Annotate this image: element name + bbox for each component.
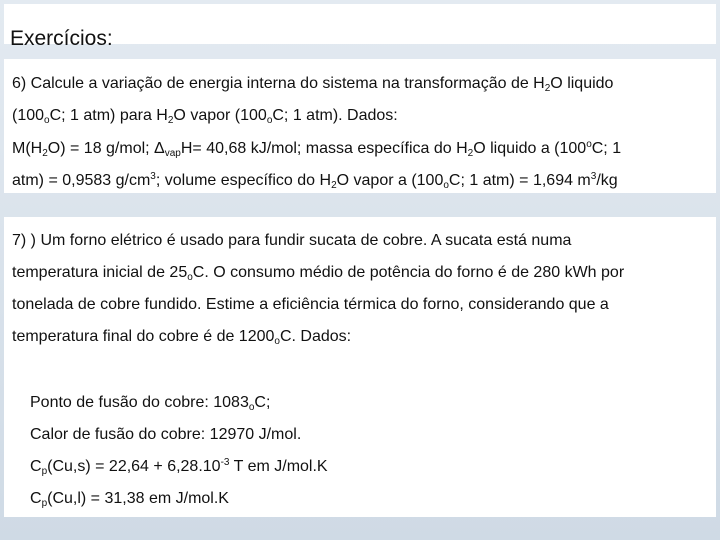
text: temperatura final do cobre é de 1200 — [12, 328, 275, 345]
degree-mark: o — [248, 402, 255, 413]
text: O vapor a (100 — [336, 172, 444, 189]
text: C; 1 atm). Dados: — [272, 107, 398, 124]
exercise-6-panel — [4, 59, 716, 193]
subscript: 2 — [167, 115, 174, 126]
page-title: Exercícios: — [10, 27, 113, 51]
text: M(H — [12, 140, 43, 157]
superscript: 3 — [590, 171, 597, 182]
text: C; 1 atm) = 1,694 m — [448, 172, 591, 189]
text: C; 1 — [591, 140, 622, 157]
text: C; 1 atm) para H — [49, 107, 168, 124]
exercise-7-line-4 — [12, 327, 351, 347]
subscript: 2 — [544, 83, 551, 94]
degree-mark: o — [266, 115, 273, 126]
text: Ponto de fusão do cobre: 1083 — [30, 394, 249, 411]
degree-mark: o — [443, 180, 449, 191]
text: O vapor (100 — [173, 107, 267, 124]
subscript: vap — [164, 148, 181, 159]
subscript: 2 — [467, 148, 474, 159]
degree-mark: o — [44, 115, 50, 126]
text: ; volume específico do H — [155, 172, 332, 189]
data-melting-point — [30, 393, 270, 413]
subscript: 2 — [42, 148, 48, 159]
subscript: 2 — [331, 180, 337, 191]
exercise-7-line-2 — [12, 263, 624, 283]
text: 6) Calcule a variação de energia interna do sistema na transformação de H — [12, 75, 545, 92]
text: /kg — [596, 172, 618, 189]
text: O) = 18 g/mol; Δ — [47, 140, 165, 157]
exercise-6-line-4 — [12, 171, 618, 191]
subscript: p — [41, 498, 48, 509]
exercise-6-line-3 — [12, 139, 621, 159]
text: C. O consumo médio de potência do forno é de 280 kWh por — [192, 264, 625, 281]
text: O liquido a (100 — [473, 140, 587, 157]
text: T em J/mol.K — [229, 458, 328, 475]
text: C — [30, 490, 42, 507]
text: C; — [254, 394, 271, 411]
text: atm) = 0,9583 g/cm — [12, 172, 151, 189]
superscript: 3 — [150, 171, 156, 182]
text: (100 — [12, 107, 45, 124]
degree-mark: o — [586, 139, 592, 150]
data-cp-liquid — [30, 489, 229, 509]
subscript: p — [41, 466, 48, 477]
data-heat-of-fusion: Calor de fusão do cobre: 12970 J/mol. — [30, 426, 302, 443]
exercise-7-panel — [4, 217, 716, 517]
text: C. Dados: — [279, 328, 352, 345]
title-panel — [4, 4, 716, 51]
exercise-6-line-2 — [12, 106, 398, 126]
text: (Cu,s) = 22,64 + 6,28.10 — [47, 458, 221, 475]
degree-mark: o — [187, 272, 193, 283]
exercise-6-line-1 — [12, 74, 613, 94]
text: temperatura inicial de 25 — [12, 264, 188, 281]
text: (Cu,l) = 31,38 em J/mol.K — [47, 490, 229, 507]
exercise-7-line-3: tonelada de cobre fundido. Estime a eficiência térmica do forno, considerando que a — [12, 296, 609, 313]
text: O liquido — [550, 75, 614, 92]
text: C — [30, 458, 42, 475]
superscript: -3 — [220, 457, 230, 468]
data-cp-solid — [30, 457, 328, 477]
exercise-7-line-1: 7) ) Um forno elétrico é usado para fundir sucata de cobre. A sucata está numa — [12, 232, 572, 249]
text: H= 40,68 kJ/mol; massa específica do H — [180, 140, 468, 157]
degree-mark: o — [274, 336, 280, 347]
